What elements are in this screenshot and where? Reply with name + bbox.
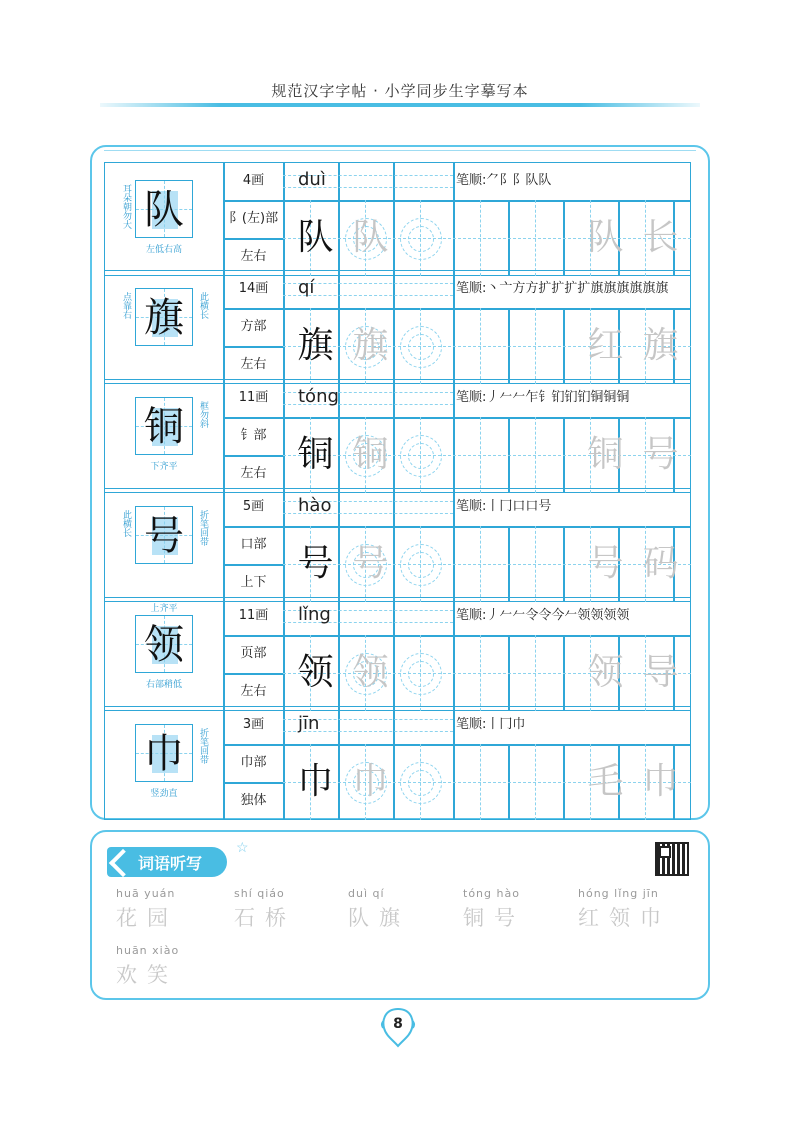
writing-tip: 框勿斜 xyxy=(198,401,208,428)
writing-tip: 竖劲直 xyxy=(150,789,178,799)
column-divider xyxy=(283,597,285,711)
char-radical: 方部 xyxy=(240,319,267,334)
stroke-order-label: 笔顺: xyxy=(456,281,487,296)
char-strokes: 4画 xyxy=(242,173,265,188)
char-row xyxy=(104,706,691,826)
writing-tip: 折笔回带 xyxy=(198,728,208,764)
word-hanzi[interactable]: 队旗 xyxy=(348,906,410,930)
sample-char-box xyxy=(135,288,193,346)
char-structure: 左右 xyxy=(240,357,267,372)
char-radical: 巾部 xyxy=(240,755,267,770)
panel-top-line xyxy=(104,150,696,151)
sample-char: 号 xyxy=(144,513,184,559)
page-number: 8 xyxy=(393,1016,403,1032)
trace-char[interactable]: 巾 xyxy=(352,761,389,802)
circle-guide xyxy=(408,334,434,360)
grid-guide xyxy=(480,526,481,602)
trace-char[interactable]: 队 xyxy=(352,217,389,258)
circle-guide xyxy=(408,661,434,687)
char-row xyxy=(104,379,691,499)
header-title: 规范汉字字帖 · 小学同步生字摹写本 xyxy=(271,82,529,100)
writing-tip: 折笔回带 xyxy=(198,510,208,546)
stroke-order xyxy=(456,597,691,635)
column-divider xyxy=(453,488,455,602)
sample-char-box xyxy=(135,724,193,782)
trace-char[interactable]: 铜 xyxy=(587,434,624,475)
trace-char[interactable]: 码 xyxy=(642,543,679,584)
trace-char[interactable]: 领 xyxy=(587,652,624,693)
word-pinyin: huā yuán xyxy=(116,887,176,900)
dictation-word xyxy=(116,944,179,989)
sample-char-box xyxy=(135,180,193,238)
model-char[interactable]: 铜 xyxy=(297,434,334,475)
trace-char[interactable]: 铜 xyxy=(352,434,389,475)
model-char[interactable]: 领 xyxy=(297,652,334,693)
stroke-order-sequence: 丨冂巾 xyxy=(486,717,526,732)
char-strokes: 3画 xyxy=(242,717,265,732)
stroke-order-sequence: 丨冂口口号 xyxy=(486,499,552,514)
column-divider xyxy=(283,162,285,276)
stroke-order-sequence: 丶亠方方扩扩扩扩旗旗旗旗旗旗 xyxy=(486,281,669,296)
dictation-word xyxy=(578,887,671,932)
trace-char[interactable]: 队 xyxy=(587,217,624,258)
model-char[interactable]: 号 xyxy=(297,543,334,584)
trace-char[interactable]: 毛 xyxy=(587,761,624,802)
grid-guide xyxy=(480,635,481,711)
writing-tip: 上齐平 xyxy=(150,604,178,614)
dictation-word xyxy=(463,887,525,932)
trace-char[interactable]: 号 xyxy=(587,543,624,584)
sample-char-box xyxy=(135,397,193,455)
column-divider xyxy=(283,270,285,384)
char-radical: 口部 xyxy=(240,537,267,552)
char-structure: 左右 xyxy=(240,249,267,264)
grid-guide xyxy=(535,417,536,493)
sample-char: 领 xyxy=(144,622,184,668)
dictation-word xyxy=(348,887,410,932)
char-structure: 左右 xyxy=(240,684,267,699)
char-structure: 左右 xyxy=(240,466,267,481)
stroke-order-label: 笔顺: xyxy=(456,390,487,405)
stroke-order-label: 笔顺: xyxy=(456,608,487,623)
circle-guide xyxy=(408,443,434,469)
header-divider xyxy=(100,103,700,107)
trace-char[interactable]: 旗 xyxy=(642,325,679,366)
sample-char: 队 xyxy=(144,187,184,233)
word-hanzi[interactable]: 花园 xyxy=(116,906,178,930)
dictation-word xyxy=(116,887,178,932)
column-divider xyxy=(283,488,285,602)
char-pinyin: qí xyxy=(298,277,315,298)
grid-guide xyxy=(535,635,536,711)
sample-char-box xyxy=(135,506,193,564)
char-pinyin: duì xyxy=(298,169,326,190)
char-strokes: 5画 xyxy=(242,499,265,514)
writing-tip: 下齐平 xyxy=(150,462,178,472)
trace-char[interactable]: 号 xyxy=(352,543,389,584)
word-hanzi[interactable]: 红领巾 xyxy=(578,906,671,930)
writing-tip: 此横长 xyxy=(121,510,131,537)
writing-tip: 此横长 xyxy=(198,292,208,319)
writing-tip: 左低右高 xyxy=(145,245,182,255)
grid-guide xyxy=(480,308,481,384)
char-pinyin: jīn xyxy=(298,713,320,734)
circle-guide xyxy=(408,226,434,252)
column-divider xyxy=(453,162,455,276)
stroke-order xyxy=(456,488,691,526)
char-radical: 钅部 xyxy=(240,428,267,443)
column-divider xyxy=(283,706,285,820)
char-row xyxy=(104,162,691,282)
word-hanzi[interactable]: 铜号 xyxy=(463,906,525,930)
trace-char[interactable]: 领 xyxy=(352,652,389,693)
trace-char[interactable]: 号 xyxy=(642,434,679,475)
stroke-order xyxy=(456,270,691,308)
word-pinyin: hóng lǐng jīn xyxy=(578,887,659,900)
trace-char[interactable]: 旗 xyxy=(352,325,389,366)
char-radical: 页部 xyxy=(240,646,267,661)
char-strokes: 14画 xyxy=(238,281,269,296)
word-hanzi[interactable]: 石桥 xyxy=(234,906,296,930)
writing-tip: 右部稍低 xyxy=(145,680,182,690)
stroke-order xyxy=(456,162,691,200)
trace-char[interactable]: 长 xyxy=(642,217,679,258)
sample-char: 巾 xyxy=(144,731,184,777)
word-pinyin: shí qiáo xyxy=(234,887,285,900)
grid-guide xyxy=(480,744,481,820)
stroke-order-sequence: 丿𠂉𠂉令令今𠂉领领领领 xyxy=(486,608,630,623)
star-icon: ☆ xyxy=(236,840,249,856)
char-strokes: 11画 xyxy=(238,608,269,623)
model-char[interactable]: 旗 xyxy=(297,325,334,366)
circle-guide xyxy=(408,770,434,796)
column-divider xyxy=(453,270,455,384)
writing-tip: 点靠右 xyxy=(121,292,131,319)
model-char[interactable]: 巾 xyxy=(297,761,334,802)
char-radical: 阝(左)部 xyxy=(228,211,279,226)
word-hanzi[interactable]: 欢笑 xyxy=(116,963,178,987)
char-row xyxy=(104,597,691,717)
char-pinyin: tóng xyxy=(298,386,339,407)
column-divider xyxy=(453,379,455,493)
sample-char: 铜 xyxy=(144,404,184,450)
qr-code-icon[interactable] xyxy=(655,842,689,876)
circle-guide xyxy=(408,552,434,578)
column-divider xyxy=(453,597,455,711)
model-char[interactable]: 队 xyxy=(297,217,334,258)
char-row xyxy=(104,488,691,608)
trace-char[interactable]: 导 xyxy=(642,652,679,693)
grid-guide xyxy=(535,200,536,276)
char-pinyin: lǐng xyxy=(298,604,331,625)
char-pinyin: hào xyxy=(298,495,332,516)
writing-tip: 耳朵朝勿大 xyxy=(121,184,131,229)
char-structure: 独体 xyxy=(240,793,267,808)
grid-guide xyxy=(535,308,536,384)
grid-guide xyxy=(480,200,481,276)
char-row xyxy=(104,270,691,390)
sample-char: 旗 xyxy=(144,295,184,341)
column-divider xyxy=(283,379,285,493)
dictation-word xyxy=(234,887,296,932)
grid-guide xyxy=(480,417,481,493)
char-structure: 上下 xyxy=(240,575,267,590)
trace-char[interactable]: 巾 xyxy=(642,761,679,802)
stroke-order-sequence: 丿𠂉𠂉乍钅钔钔钔铜铜铜 xyxy=(486,390,630,405)
stroke-order xyxy=(456,379,691,417)
stroke-order-label: 笔顺: xyxy=(456,499,487,514)
grid-guide xyxy=(535,526,536,602)
trace-char[interactable]: 红 xyxy=(587,325,624,366)
char-strokes: 11画 xyxy=(238,390,269,405)
grid-guide xyxy=(535,744,536,820)
word-pinyin: huān xiào xyxy=(116,944,180,957)
sample-char-box xyxy=(135,615,193,673)
word-pinyin: tóng hào xyxy=(463,887,520,900)
dictation-title: 词语听写 xyxy=(138,854,203,873)
column-divider xyxy=(453,706,455,820)
stroke-order-label: 笔顺: xyxy=(456,173,487,188)
stroke-order xyxy=(456,706,691,744)
word-pinyin: duì qí xyxy=(348,887,385,900)
stroke-order-label: 笔顺: xyxy=(456,717,487,732)
stroke-order-sequence: ⺈阝阝队队 xyxy=(486,173,552,188)
